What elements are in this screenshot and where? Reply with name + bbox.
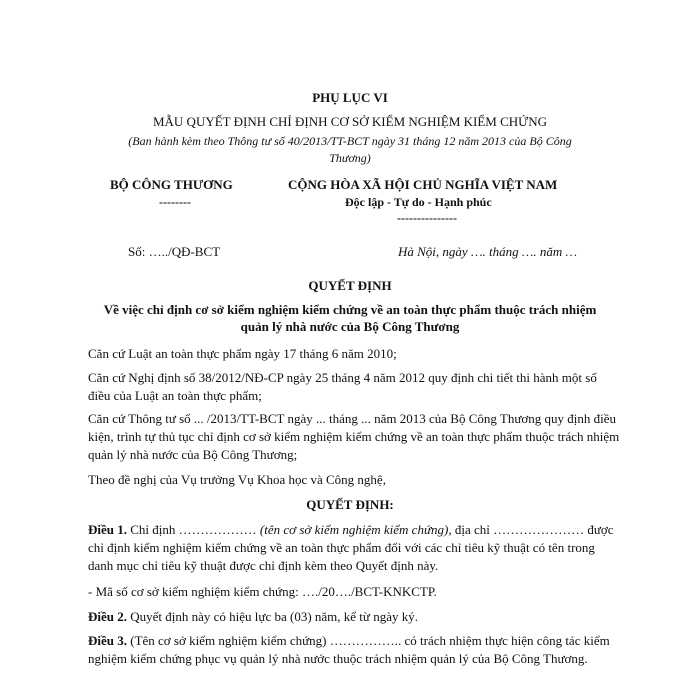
ministry-rule: -------- <box>159 195 191 209</box>
place-date: Hà Nội, ngày …. tháng …. năm … <box>398 244 578 259</box>
decides-title: QUYẾT ĐỊNH: <box>306 497 394 512</box>
article-2-text: Quyết định này có hiệu lực ba (03) năm, kể từ ngày ký. <box>127 609 418 624</box>
article-3-text: (Tên cơ sở kiểm nghiệm kiểm chứng) …………….. có trách nhiệm thực hiện công tác kiểm nghiệm kiểm chứng phục vụ quản lý nhà nước thuộc trách nhiệm quản lý của Bộ Công Thương. <box>88 633 610 666</box>
issued-line-1: (Ban hành kèm theo Thông tư số 40/2013/TT-BCT ngày 31 tháng 12 năm 2013 của Bộ Công <box>128 134 572 148</box>
article-1-text-c: , địa chỉ ………………… được chỉ định kiểm nghiệm kiểm chứng về an toàn thực phẩm đối với các chỉ tiêu kỹ thuật có tên trong danh mục chỉ tiêu kỹ thuật được chỉ định kèm theo Quyết định này. <box>88 522 614 573</box>
decision-subject-line-1: Về việc chỉ định cơ sở kiểm nghiệm kiểm chứng về an toàn thực phẩm thuộc trách nhiệm <box>103 302 597 317</box>
decision-title: QUYẾT ĐỊNH <box>308 278 392 293</box>
appendix-title: PHỤ LỤC VI <box>312 90 388 105</box>
motto-rule: --------------- <box>397 211 457 225</box>
basis-4: Theo đề nghị của Vụ trưởng Vụ Khoa học và Công nghệ, <box>88 472 386 487</box>
decision-subject-line-2: quản lý nhà nước của Bộ Công Thương <box>240 319 460 334</box>
article-2-label: Điều 2. <box>88 609 127 624</box>
motto: Độc lập - Tự do - Hạnh phúc <box>345 195 492 209</box>
country-name: CỘNG HÒA XÃ HỘI CHỦ NGHĨA VIỆT NAM <box>288 177 558 192</box>
article-1-text-a: Chỉ định ……………… <box>127 522 260 537</box>
basis-1: Căn cứ Luật an toàn thực phẩm ngày 17 tháng 6 năm 2010; <box>88 346 397 361</box>
basis-3: Căn cứ Thông tư số ... /2013/TT-BCT ngày ... tháng ... năm 2013 của Bộ Công Thương quy định điều kiện, trình tự thủ tục chỉ định cơ sở kiểm nghiệm kiểm chứng về an toàn thực phẩm thuộc trách nhiệm quản lý nhà nước của Bộ Công Thương; <box>88 411 620 462</box>
issued-line-2: Thương) <box>329 151 371 165</box>
article-1-label: Điều 1. <box>88 522 127 537</box>
article-2 <box>88 608 620 626</box>
article-1 <box>88 521 620 575</box>
ministry-name: BỘ CÔNG THƯƠNG <box>110 177 233 192</box>
article-1-code: - Mã số cơ sở kiểm nghiệm kiểm chứng: …./20…./BCT-KNKCTP. <box>88 584 437 599</box>
article-3-label: Điều 3. <box>88 633 127 648</box>
form-title: MẪU QUYẾT ĐỊNH CHỈ ĐỊNH CƠ SỞ KIỂM NGHIỆM KIỂM CHỨNG <box>152 114 548 129</box>
article-1-text-b: (tên cơ sở kiểm nghiệm kiểm chứng) <box>259 522 449 537</box>
decision-number: Số: …../QĐ-BCT <box>128 244 221 259</box>
article-3 <box>88 632 620 668</box>
basis-2: Căn cứ Nghị định số 38/2012/NĐ-CP ngày 25 tháng 4 năm 2012 quy định chi tiết thi hành một số điều của Luật an toàn thực phẩm; <box>88 370 597 403</box>
